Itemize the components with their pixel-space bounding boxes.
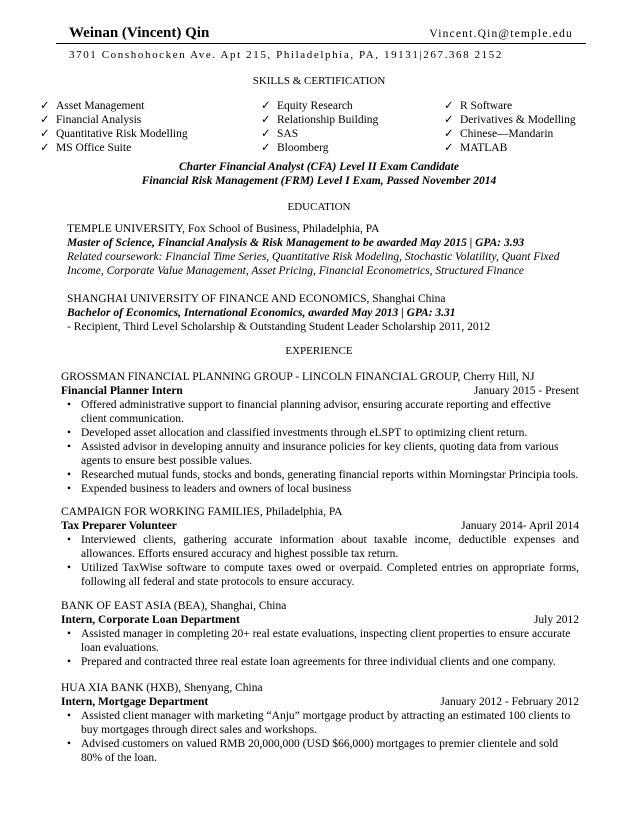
checkmark-icon: ✓ — [40, 142, 50, 154]
skill-item: ✓ Chinese—Mandarin — [444, 128, 554, 140]
checkmark-icon: ✓ — [261, 128, 271, 140]
job-entry — [61, 599, 579, 669]
list-item: • Assisted manager in completing 20+ real estate evaluations, inspecting client properties to ensure accurate loan evaluations. — [61, 627, 579, 655]
list-item: • Expended business to leaders and owners of local business — [61, 482, 579, 496]
job-entry — [61, 370, 579, 496]
school-name: TEMPLE UNIVERSITY, Fox School of Business, Philadelphia, PA — [67, 223, 380, 235]
checkmark-icon: ✓ — [261, 100, 271, 112]
skill-item: ✓ Financial Analysis — [40, 114, 142, 126]
skills-column-2 — [261, 99, 378, 155]
job-dates: January 2015 - Present — [473, 385, 579, 397]
job-title: Intern, Mortgage Department — [61, 696, 209, 708]
list-item: • Researched mutual funds, stocks and bonds, generating financial reports within Morningstar Principia tools. — [61, 468, 579, 482]
email-address: Vincent.Qin@temple.edu — [429, 28, 573, 40]
skill-item: ✓ Quantitative Risk Modelling — [40, 128, 188, 140]
checkmark-icon: ✓ — [261, 142, 271, 154]
list-item: • Advised customers on valued RMB 20,000,000 (USD $66,000) mortgages to premier clientele and sold 80% of the loan. — [61, 737, 579, 765]
education-entry — [67, 222, 567, 278]
experience-section-title: EXPERIENCE — [285, 345, 353, 357]
job-bullets — [61, 709, 579, 765]
skill-item: ✓ R Software — [444, 100, 513, 112]
skills-section-title: SKILLS & CERTIFICATION — [252, 75, 386, 87]
skill-item: ✓ SAS — [261, 128, 299, 140]
skill-item: ✓ Equity Research — [261, 100, 353, 112]
list-item: • Interviewed clients, gathering accurate information about taxable income, deductible expenses and allowances. Efforts ensured accuracy and highest possible tax return. — [61, 533, 579, 561]
checkmark-icon: ✓ — [444, 100, 454, 112]
list-item: • Developed asset allocation and classified investments through eLSPT to optimizing client return. — [61, 426, 579, 440]
skills-column-3 — [444, 99, 576, 155]
education-section-title: EDUCATION — [287, 201, 351, 213]
company-name: CAMPAIGN FOR WORKING FAMILIES, Philadelphia, PA — [61, 506, 343, 518]
checkmark-icon: ✓ — [261, 114, 271, 126]
job-title: Financial Planner Intern — [61, 385, 183, 397]
job-dates: January 2014- April 2014 — [461, 520, 579, 532]
job-title: Intern, Corporate Loan Department — [61, 614, 240, 626]
list-item: • Utilized TaxWise software to compute taxes owed or overpaid. Completed entries on appropriate forms, following all federal and state protocols to ensure accuracy. — [61, 561, 579, 589]
degree-line: Master of Science, Financial Analysis & Risk Management to be awarded May 2015 | GPA: 3.93 — [67, 237, 525, 249]
skills-column-1 — [40, 99, 188, 155]
checkmark-icon: ✓ — [444, 142, 454, 154]
list-item: • Prepared and contracted three real estate loan agreements for three individual clients and one company. — [61, 655, 579, 669]
candidate-name: Weinan (Vincent) Qin — [69, 25, 210, 41]
education-entry — [67, 292, 567, 334]
coursework: Related coursework: Financial Time Series, Quantitative Risk Modeling, Stochastic Volatility, Quant Fixed Income, Corporate Value Management, Asset Pricing, Financial Econometrics, Structured Finance — [67, 251, 560, 277]
job-dates: July 2012 — [533, 614, 579, 626]
checkmark-icon: ✓ — [444, 114, 454, 126]
skill-item: ✓ Derivatives & Modelling — [444, 114, 576, 126]
scholarship-line: - Recipient, Third Level Scholarship & Outstanding Student Leader Scholarship 2011, 2012 — [67, 321, 491, 333]
company-name: GROSSMAN FINANCIAL PLANNING GROUP - LINCOLN FINANCIAL GROUP, Cherry Hill, NJ — [61, 371, 535, 383]
job-entry — [61, 681, 579, 765]
role-line — [61, 695, 579, 709]
certification-cfa: Charter Financial Analyst (CFA) Level II Exam Candidate — [179, 161, 459, 173]
skill-item: ✓ Bloomberg — [261, 142, 329, 154]
header-bar — [56, 21, 586, 44]
job-entry — [61, 505, 579, 589]
checkmark-icon: ✓ — [40, 114, 50, 126]
list-item: • Assisted client manager with marketing “Anju” mortgage product by attracting an estimated 100 clients to buy mortgages through direct sales and workshops. — [61, 709, 579, 737]
checkmark-icon: ✓ — [40, 128, 50, 140]
contact-address: 3701 Conshohocken Ave. Apt 215, Philadelphia, PA, 19131|267.368 2152 — [69, 49, 503, 61]
company-name: HUA XIA BANK (HXB), Shenyang, China — [61, 682, 263, 694]
company-name: BANK OF EAST ASIA (BEA), Shanghai, China — [61, 600, 287, 612]
skill-item: ✓ Asset Management — [40, 100, 145, 112]
role-line — [61, 519, 579, 533]
role-line — [61, 384, 579, 398]
checkmark-icon: ✓ — [40, 100, 50, 112]
list-item: • Offered administrative support to financial planning advisor, ensuring accurate reporting and effective client communication. — [61, 398, 579, 426]
list-item: • Assisted advisor in developing annuity and insurance policies for key clients, quoting data from various agents to ensure best possible values. — [61, 440, 579, 468]
checkmark-icon: ✓ — [444, 128, 454, 140]
job-title: Tax Preparer Volunteer — [61, 520, 177, 532]
job-bullets — [61, 627, 579, 669]
job-bullets — [61, 533, 579, 589]
certification-frm: Financial Risk Management (FRM) Level I Exam, Passed November 2014 — [141, 175, 497, 187]
role-line — [61, 613, 579, 627]
school-name: SHANGHAI UNIVERSITY OF FINANCE AND ECONOMICS, Shanghai China — [67, 293, 446, 305]
skill-item: ✓ MATLAB — [444, 142, 508, 154]
skill-item: ✓ Relationship Building — [261, 114, 379, 126]
job-bullets — [61, 398, 579, 496]
job-dates: January 2012 - February 2012 — [440, 696, 579, 708]
skill-item: ✓ MS Office Suite — [40, 142, 132, 154]
degree-line: Bachelor of Economics, International Economics, awarded May 2013 | GPA: 3.31 — [67, 307, 456, 319]
